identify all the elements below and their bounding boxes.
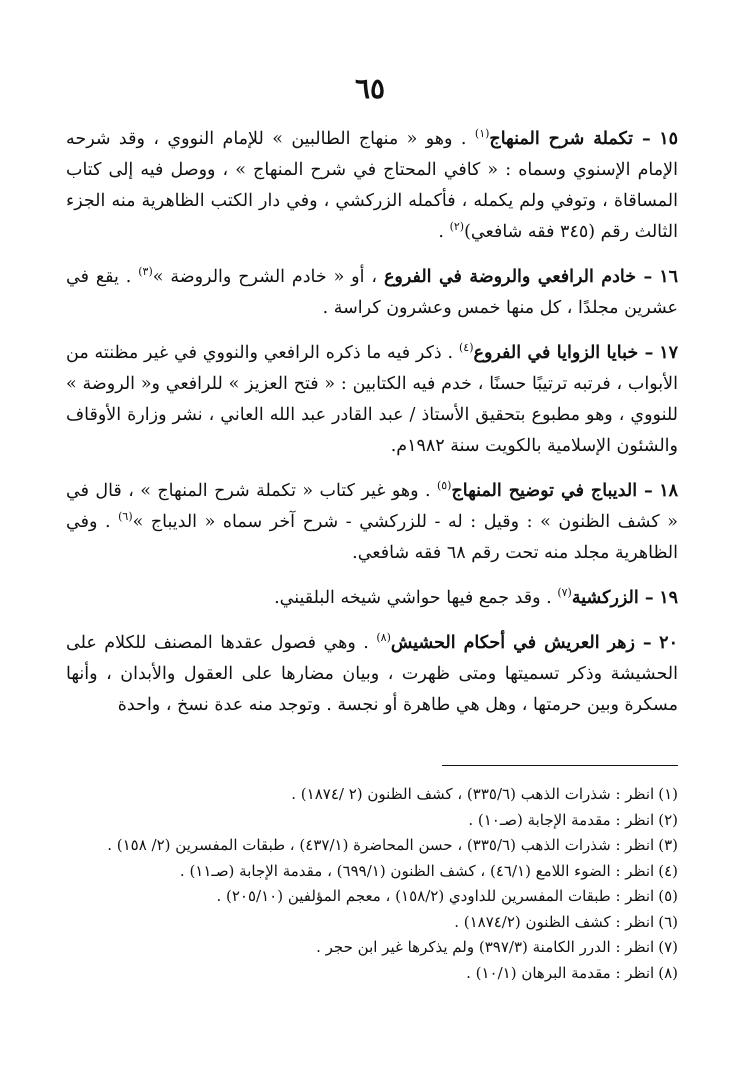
entry-text: . وهو « منهاج الطالبين » للإمام النووي ، وقد شرحه الإمام الإسنوي وسماه : « كافي المحتاج في شرح المنهاج » ، ووصل فيه إلى كتاب المساقاة ، وتوفي ولم يكمله ، فأكمله الزركشي ، وفي دار الكتب الظاهرية منه الجزء الثالث رقم (٣٤٥ فقه شافعي) bbox=[66, 129, 678, 242]
footnote-ref: (١) bbox=[474, 127, 490, 141]
entry-tail: . bbox=[438, 222, 444, 242]
footnote-ref: (٨) bbox=[376, 631, 391, 645]
entry-number: ١٩ bbox=[659, 588, 678, 608]
entry-number: ٢٠ bbox=[659, 633, 678, 653]
entry-text: . وهي فصول عقدها المصنف للكلام على الحشيشة وذكر تسميتها ومتى ظهرت ، وبيان مضارها على العقول والأبدان ، وأنها مسكرة وبين حرمتها ، وهل هي طاهرة أو نجسة . وتوجد منه عدة نسخ ، واحدة bbox=[66, 633, 678, 715]
entry-text: . وقد جمع فيها حواشي شيخه البلقيني. bbox=[274, 588, 552, 608]
entry-text: . وهو غير كتاب « تكملة شرح المنهاج » ، قال في « كشف الظنون » : وقيل : له - للزركشي - شرح آخر سماه « الديباج » bbox=[66, 481, 678, 532]
entry-20: ٢٠ – زهر العريش في أحكام الحشيش$^{(٨)}$ . وهي فصول عقدها المصنف للكلام على الحشيشة وذكر تسميتها ومتى ظهرت ، وبيان مضارها على العقول والأبدان ، وأنها مسكرة وبين حرمتها ، وهل هي طاهرة أو نجسة . وتوجد منه عدة نسخ ، واحدة bbox=[66, 631, 678, 715]
entry-17: ١٧ – خبايا الزوايا في الفروع$^{(٤)}$ . ذكر فيه ما ذكره الرافعي والنووي في غير مظنته من الأبواب ، فرتبه ترتيبًا حسنًا ، خدم فيه الكتابين : « فتح العزيز » للرافعي و« الروضة » للنووي ، وهو مطبوع بتحقيق الأستاذ / عبد القادر عبد الله العاني ، نشر وزارة الأوقاف والشئون الإسلامية بالكويت سنة ١٩٨٢م. bbox=[66, 341, 678, 456]
entry-text: . ذكر فيه ما ذكره الرافعي والنووي في غير مظنته من الأبواب ، فرتبه ترتيبًا حسنًا ، خدم فيه الكتابين : « فتح العزيز » للرافعي و« الروضة » للنووي ، وهو مطبوع بتحقيق الأستاذ / عبد القادر عبد الله العاني ، نشر وزارة الأوقاف والشئون الإسلامية بالكويت سنة ١٩٨٢م. bbox=[66, 343, 678, 456]
entry-title: الديباج في توضيح المنهاج bbox=[451, 481, 638, 501]
footnote-5: (٥)انظر : طبقات المفسرين للداودي (١٥٨/٢) ، معجم المؤلفين (٢٠٥/١٠) . bbox=[216, 887, 678, 905]
footnote-8: (٨)انظر : مقدمة البرهان (١٠/١) . bbox=[466, 963, 678, 982]
footnote-4: (٤)انظر : الضوء اللامع (٤٦/١) ، كشف الظنون (٦٩٩/١) ، مقدمة الإجابة (صـ١١) . bbox=[179, 861, 678, 880]
entry-19: ١٩ – الزركشية$^{(٧)}$ . وقد جمع فيها حواشي شيخه البلقيني. bbox=[274, 586, 678, 608]
footnote-ref: (٦) bbox=[118, 510, 133, 524]
footnote-ref: (٤) bbox=[458, 341, 474, 355]
footnote-7: (٧)انظر : الدرر الكامنة (٣٩٧/٣) ولم يذكرها غير ابن حجر . bbox=[316, 938, 678, 956]
entries-list bbox=[66, 124, 678, 735]
footnote-2: (٢)انظر : مقدمة الإجابة (صـ١٠) . bbox=[468, 810, 678, 829]
entry-number: ١٧ bbox=[659, 343, 678, 363]
footnote-6: (٦)انظر : كشف الظنون (١٨٧٤/٢) . bbox=[454, 912, 678, 931]
footnote-ref: (٢) bbox=[449, 220, 465, 234]
entry-number: ١٨ bbox=[659, 481, 678, 501]
footnote-ref: (٧) bbox=[557, 586, 572, 600]
footnote-ref: (٥) bbox=[436, 479, 452, 493]
entry-title: زهر العريش في أحكام الحشيش bbox=[390, 633, 635, 653]
footnote-3: (٣)انظر : شذرات الذهب (٣٣٥/٦) ، حسن المحاضرة (٤٣٧/١) ، طبقات المفسرين (٢/ ١٥٨) . bbox=[107, 836, 678, 854]
entry-number: ١٥ bbox=[659, 129, 678, 149]
entry-number: ١٦ bbox=[659, 267, 678, 287]
entry-15: ١٥ – تكملة شرح المنهاج$^{(١)}$ . وهو « منهاج الطالبين » للإمام النووي ، وقد شرحه الإمام الإسنوي وسماه : « كافي المحتاج في شرح المنهاج » ، ووصل فيه إلى كتاب المساقاة ، وتوفي ولم يكمله ، فأكمله الزركشي ، وفي دار الكتب الظاهرية منه الجزء الثالث رقم (٣٤٥ فقه شافعي)$^{(٢)}$ . bbox=[66, 127, 678, 242]
entry-text: . يقع في عشرين مجلدًا ، كل منها خمس وعشرون كراسة . bbox=[66, 267, 678, 318]
entry-text-before: ، أو « خادم الشرح والروضة » bbox=[152, 267, 378, 287]
entry-title: الزركشية bbox=[571, 588, 639, 608]
entry-title: خادم الرافعي والروضة في الفروع bbox=[383, 267, 637, 287]
footnote-divider bbox=[442, 765, 678, 766]
footnotes bbox=[66, 782, 678, 986]
footnote-ref: (٣) bbox=[138, 265, 153, 279]
page-number: ٦٥ bbox=[354, 72, 386, 105]
entry-16: ١٦ – خادم الرافعي والروضة في الفروع ، أو « خادم الشرح والروضة »$^{(٣)}$ . يقع في عشرين مجلدًا ، كل منها خمس وعشرون كراسة . bbox=[66, 265, 678, 318]
entry-title: تكملة شرح المنهاج bbox=[489, 129, 634, 149]
footnote-1: (١)انظر : شذرات الذهب (٣٣٥/٦) ، كشف الظنون (٢ /١٨٧٤) . bbox=[291, 785, 678, 803]
entry-tail: . وفي الظاهرية مجلد منه تحت رقم ٦٨ فقه شافعي. bbox=[66, 512, 678, 563]
entry-18: ١٨ – الديباج في توضيح المنهاج$^{(٥)}$ . وهو غير كتاب « تكملة شرح المنهاج » ، قال في « كشف الظنون » : وقيل : له - للزركشي - شرح آخر سماه « الديباج »$^{(٦)}$ . وفي الظاهرية مجلد منه تحت رقم ٦٨ فقه شافعي. bbox=[66, 479, 678, 563]
entry-title: خبايا الزوايا في الفروع bbox=[473, 343, 639, 363]
